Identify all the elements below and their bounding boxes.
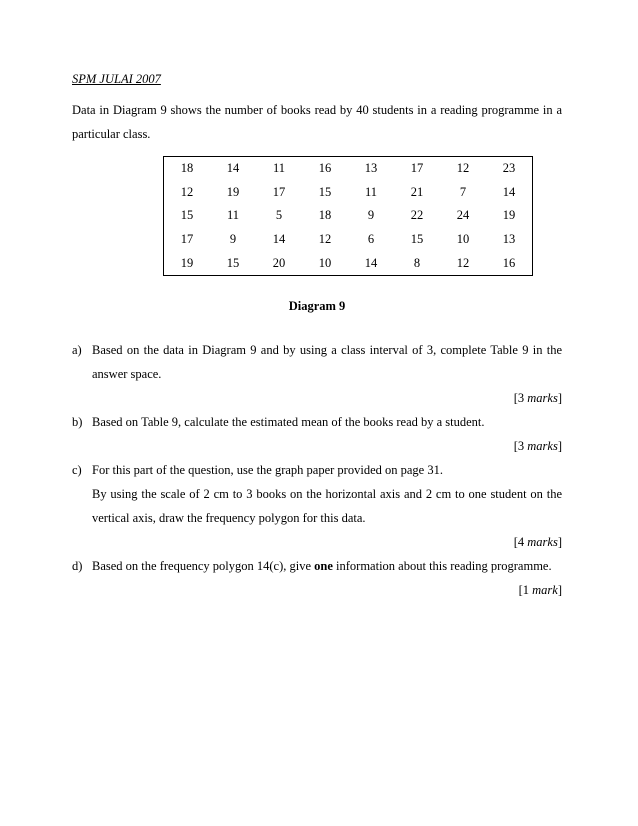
table-cell: 12	[456, 255, 470, 270]
table-cell: 16	[318, 161, 332, 176]
table-cell: 8	[413, 255, 421, 270]
question-c	[72, 458, 562, 530]
table-row	[164, 228, 533, 252]
question-d-text: Based on the frequency polygon 14(c), give one information about this reading programme.	[92, 558, 552, 573]
table-cell: 14	[364, 255, 378, 270]
table-row	[164, 157, 533, 181]
table-row	[164, 204, 533, 228]
table-cell: 5	[275, 208, 283, 223]
table-cell: 17	[272, 184, 286, 199]
table-cell: 13	[364, 161, 378, 176]
question-b-letter: b)	[72, 414, 83, 429]
diagram-caption: Diagram 9	[288, 298, 346, 313]
table-cell: 14	[226, 161, 240, 176]
question-b-marks: [3 marks]	[513, 438, 562, 453]
table-cell: 12	[456, 161, 470, 176]
question-a-marks: [3 marks]	[513, 390, 562, 405]
table-cell: 12	[180, 184, 194, 199]
question-c-letter: c)	[72, 462, 82, 477]
diagram-9-table	[163, 156, 533, 276]
exam-heading: SPM JULAI 2007	[72, 72, 161, 86]
question-c-line2: By using the scale of 2 cm to 3 books on the horizontal axis and 2 cm to one student on the vertical axis, draw the frequency polygon for this data.	[92, 486, 562, 525]
question-c-line1: For this part of the question, use the graph paper provided on page 31.	[92, 462, 443, 477]
table-cell: 19	[226, 184, 240, 199]
table-cell: 11	[364, 184, 378, 199]
table-cell: 13	[502, 232, 516, 247]
table-cell: 22	[410, 208, 424, 223]
table-cell: 18	[318, 208, 332, 223]
table-row	[164, 181, 533, 205]
question-b	[72, 410, 562, 434]
table-cell: 15	[180, 208, 194, 223]
table-cell: 10	[456, 232, 470, 247]
question-c-marks: [4 marks]	[513, 534, 562, 549]
table-cell: 21	[410, 184, 424, 199]
question-a-text: Based on the data in Diagram 9 and by using a class interval of 3, complete Table 9 in the answer space.	[92, 342, 562, 381]
table-cell: 15	[318, 184, 332, 199]
table-cell: 18	[180, 161, 194, 176]
table-cell: 9	[229, 232, 237, 247]
question-a	[72, 338, 562, 386]
table-cell: 19	[180, 255, 194, 270]
table-cell: 23	[502, 161, 516, 176]
table-cell: 14	[272, 232, 286, 247]
question-b-text: Based on Table 9, calculate the estimated mean of the books read by a student.	[92, 414, 485, 429]
question-d-bold: one	[314, 558, 333, 573]
table-cell: 15	[226, 255, 240, 270]
table-cell: 17	[180, 232, 194, 247]
table-cell: 10	[318, 255, 332, 270]
table-cell: 6	[367, 232, 375, 247]
table-row	[164, 251, 533, 275]
diagram-table-wrapper	[116, 156, 580, 276]
question-c-text	[92, 458, 562, 530]
table-cell: 20	[272, 255, 286, 270]
table-cell: 7	[459, 184, 467, 199]
table-cell: 11	[226, 208, 240, 223]
table-cell: 9	[367, 208, 375, 223]
table-cell: 19	[502, 208, 516, 223]
table-cell: 16	[502, 255, 516, 270]
question-d-letter: d)	[72, 558, 83, 573]
intro-text: Data in Diagram 9 shows the number of books read by 40 students in a reading programme in a particular class.	[72, 103, 562, 141]
table-cell: 15	[410, 232, 424, 247]
table-cell: 12	[318, 232, 332, 247]
question-a-letter: a)	[72, 342, 82, 357]
question-d-marks: [1 mark]	[518, 582, 562, 597]
table-cell: 14	[502, 184, 516, 199]
table-cell: 17	[410, 161, 424, 176]
question-d	[72, 554, 562, 578]
table-cell: 11	[272, 161, 286, 176]
question-page	[72, 70, 562, 602]
table-cell: 24	[456, 208, 470, 223]
